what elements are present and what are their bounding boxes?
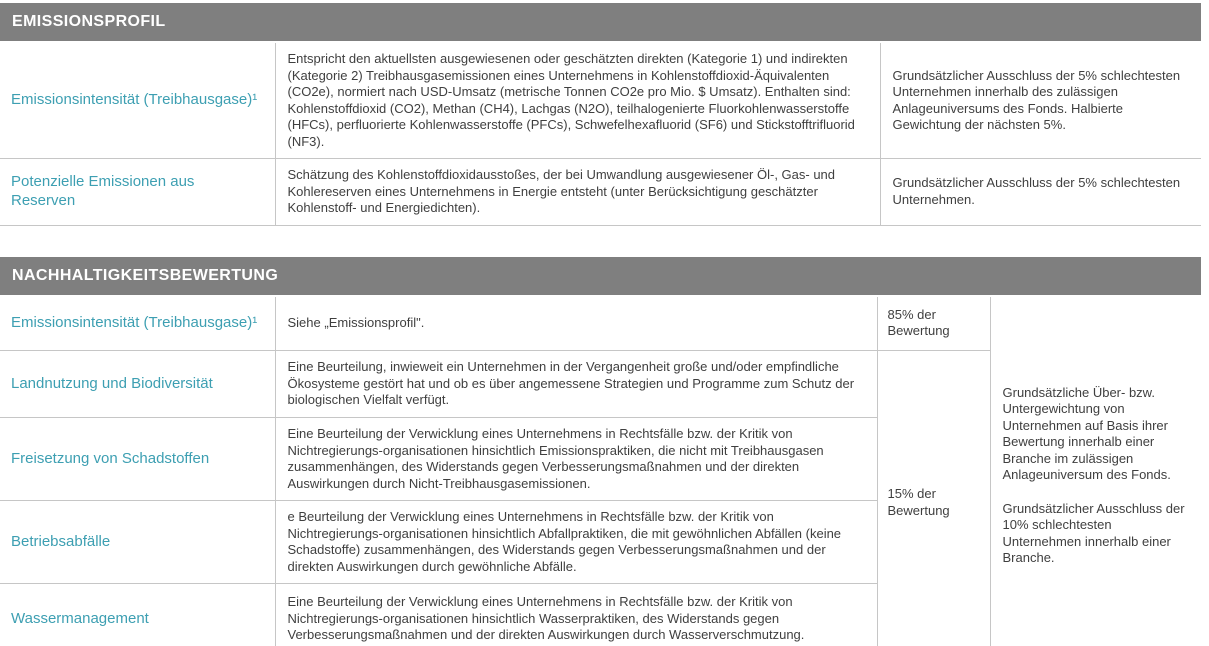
row-description-betriebsabfaelle: e Beurteilung der Verwicklung eines Unternehmens in Rechtsfälle bzw. der Kritik von Nichtregierungs-organisationen hinsichtlich Abfallpraktiken, die mit gewöhnlichen Abfällen (keine Schadstoffe) zusammenhängen, des Widerstands gegen Verbesserungsmaßnahmen und der direkten Auswirkungen durch gewöhnliche Abfälle.	[275, 501, 877, 584]
row-label-landnutzung: Landnutzung und Biodiversität	[0, 351, 275, 418]
row-description-wassermanagement: Eine Beurteilung der Verwicklung eines Unternehmens in Rechtsfälle bzw. der Kritik von Nichtregierungs-organisationen hinsichtlich Wasserpraktiken, des Widerstands gegen Verbesserungsmaßnahmen und der direkten Auswirkungen durch Wasserverschmutzung.	[275, 584, 877, 646]
weight-cell-ghg: 85% der Bewertung	[877, 297, 990, 351]
row-label-emissionsintensitaet-2: Emissionsintensität (Treibhausgase)¹	[0, 297, 275, 351]
row-description-potenzielle-emissionen: Schätzung des Kohlenstoffdioxidausstoßes, der bei Umwandlung ausgewiesener Öl-, Gas- und Kohlereserven eines Unternehmens in Energie entsteht (unter Berücksichtigung geschätzter Kohlenstoff- und Energiedichten).	[275, 159, 880, 226]
row-approach-potenzielle-emissionen: Grundsätzlicher Ausschluss der 5% schlechtesten Unternehmen.	[880, 159, 1201, 226]
row-description-emissionsintensitaet-2: Siehe „Emissionsprofil".	[275, 297, 877, 351]
row-label-freisetzung: Freisetzung von Schadstoffen	[0, 418, 275, 501]
emissionsprofil-table	[0, 43, 1201, 226]
weight-cell-other: 15% der Bewertung	[877, 351, 990, 646]
approach-paragraph-exclusion: Grundsätzlicher Ausschluss der 10% schlechtesten Unternehmen innerhalb einer Branche.	[1002, 500, 1185, 565]
section-header-emissionsprofil	[0, 3, 1201, 41]
section-header-nachhaltigkeitsbewertung	[0, 257, 1201, 295]
row-description-landnutzung: Eine Beurteilung, inwieweit ein Unternehmen in der Vergangenheit große und/oder empfindliche Ökosysteme gestört hat und ob es über angemessene Strategien und Programme zum Schutz der biologischen Vielfalt verfügt.	[275, 351, 877, 418]
row-label-emissionsintensitaet: Emissionsintensität (Treibhausgase)¹	[0, 43, 275, 159]
row-description-emissionsintensitaet: Entspricht den aktuellsten ausgewiesenen oder geschätzten direkten (Kategorie 1) und indirekten (Kategorie 2) Treibhausgasemissionen eines Unternehmens in Kohlenstoffdioxid-Äquivalenten (CO2e), normiert nach USD-Umsatz (metrische Tonnen CO2e pro Mio. $ Umsatz). Enthalten sind: Kohlenstoffdioxid (CO2), Methan (CH4), Lachgas (N2O), teilhalogenierte Fluorkohlenwasserstoffe (HFCs), perfluorierte Kohlenwasserstoffe (PFCs), Schwefelhexafluorid (SF6) und Stickstofftrifluorid (NF3).	[275, 43, 880, 159]
approach-cell-merged	[990, 297, 1201, 646]
table-row-emissionsintensitaet-2	[0, 297, 1201, 351]
section-title-nachhaltigkeitsbewertung: NACHHALTIGKEITSBEWERTUNG	[12, 266, 279, 284]
row-label-betriebsabfaelle: Betriebsabfälle	[0, 501, 275, 584]
table-row-emissionsintensitaet	[0, 43, 1201, 159]
table-row-potenzielle-emissionen	[0, 159, 1201, 226]
section-title-emissionsprofil: EMISSIONSPROFIL	[12, 13, 166, 30]
approach-paragraph-weighting: Grundsätzliche Über- bzw. Untergewichtung von Unternehmen auf Basis ihrer Bewertung innerhalb einer Branche im zulässigen Anlageuniversum des Fonds.	[1002, 384, 1171, 482]
nachhaltigkeitsbewertung-table	[0, 297, 1201, 646]
row-description-freisetzung: Eine Beurteilung der Verwicklung eines Unternehmens in Rechtsfälle bzw. der Kritik von Nichtregierungs-organisationen hinsichtlich Emissionspraktiken, die nicht mit Treibhausgasen zusammenhängen, des Widerstands gegen Verbesserungsmaßnahmen und der direkten Auswirkungen durch Nicht-Treibhausgasemissionen.	[275, 418, 877, 501]
row-label-potenzielle-emissionen: Potenzielle Emissionen aus Reserven	[0, 159, 275, 226]
row-label-wassermanagement: Wassermanagement	[0, 584, 275, 646]
row-approach-emissionsintensitaet: Grundsätzlicher Ausschluss der 5% schlechtesten Unternehmen innerhalb des zulässigen Anlageuniversums des Fonds. Halbierte Gewichtung der nächsten 5%.	[880, 43, 1201, 159]
